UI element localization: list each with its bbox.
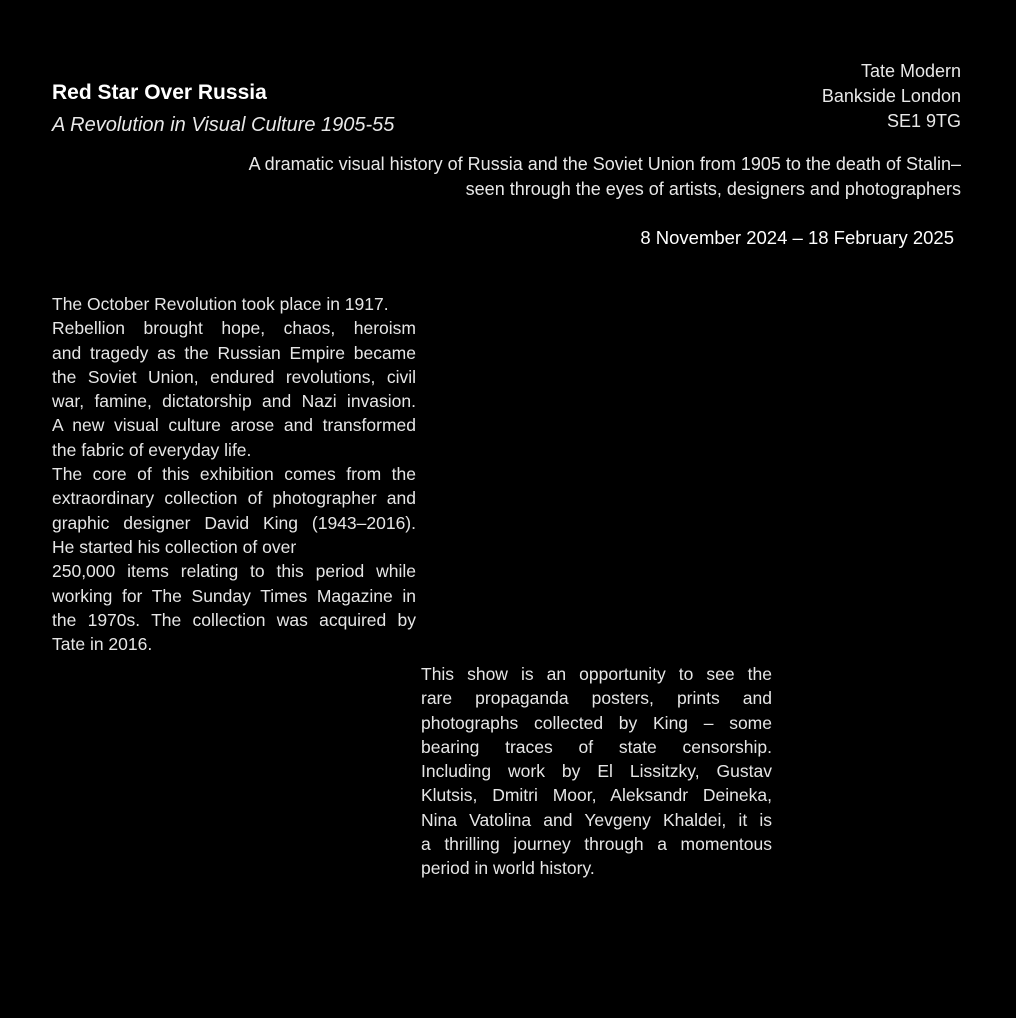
show-line: Klutsis, Dmitri Moor, Aleksandr Deineka, bbox=[421, 785, 772, 806]
intro-line: the 1970s. The collection was acquired by bbox=[52, 609, 416, 630]
intro-line: The core of this exhibition comes from the bbox=[52, 464, 416, 485]
tagline-line: A dramatic visual history of Russia and the Soviet Union from 1905 to the death of Stalin– bbox=[248, 154, 961, 174]
intro-paragraph bbox=[52, 292, 416, 656]
venue-postcode: SE1 9TG bbox=[886, 111, 961, 131]
intro-line: Tate in 2016. bbox=[52, 634, 153, 655]
show-line: This show is an opportunity to see the bbox=[421, 664, 772, 684]
intro-line: the fabric of everyday life. bbox=[52, 439, 252, 460]
intro-line: He started his collection of over bbox=[52, 536, 297, 557]
show-line: period in world history. bbox=[421, 858, 595, 879]
exhibition-title: Red Star Over Russia bbox=[52, 81, 267, 104]
exhibition-tagline bbox=[249, 152, 961, 202]
intro-line: A new visual culture arose and transformed bbox=[52, 415, 416, 436]
show-line: Including work by El Lissitzky, Gustav bbox=[421, 761, 772, 782]
intro-line: and tragedy as the Russian Empire became bbox=[52, 342, 416, 363]
intro-line: The October Revolution took place in 1917. bbox=[52, 294, 389, 314]
intro-line: Rebellion brought hope, chaos, heroism bbox=[52, 318, 416, 339]
venue-street: Bankside London bbox=[821, 86, 961, 106]
show-line: rare propaganda posters, prints and bbox=[421, 688, 772, 709]
intro-line: extraordinary collection of photographer and bbox=[52, 488, 416, 509]
intro-line: war, famine, dictatorship and Nazi invasion. bbox=[52, 391, 416, 412]
intro-line: graphic designer David King (1943–2016). bbox=[52, 512, 416, 533]
show-line: a thrilling journey through a momentous bbox=[421, 834, 772, 855]
exhibition-subtitle: A Revolution in Visual Culture 1905-55 bbox=[52, 114, 395, 136]
intro-line: the Soviet Union, endured revolutions, civil bbox=[52, 366, 416, 387]
venue-address bbox=[822, 59, 961, 134]
venue-name: Tate Modern bbox=[860, 61, 961, 81]
intro-line: 250,000 items relating to this period while bbox=[52, 561, 416, 582]
show-paragraph bbox=[421, 662, 772, 881]
intro-line: working for The Sunday Times Magazine in bbox=[52, 585, 416, 606]
exhibition-dates: 8 November 2024 – 18 February 2025 bbox=[640, 227, 954, 248]
show-line: bearing traces of state censorship. bbox=[421, 736, 772, 757]
tagline-line: seen through the eyes of artists, designers and photographers bbox=[465, 179, 961, 199]
show-line: photographs collected by King – some bbox=[421, 712, 772, 733]
show-line: Nina Vatolina and Yevgeny Khaldei, it is bbox=[421, 809, 772, 830]
